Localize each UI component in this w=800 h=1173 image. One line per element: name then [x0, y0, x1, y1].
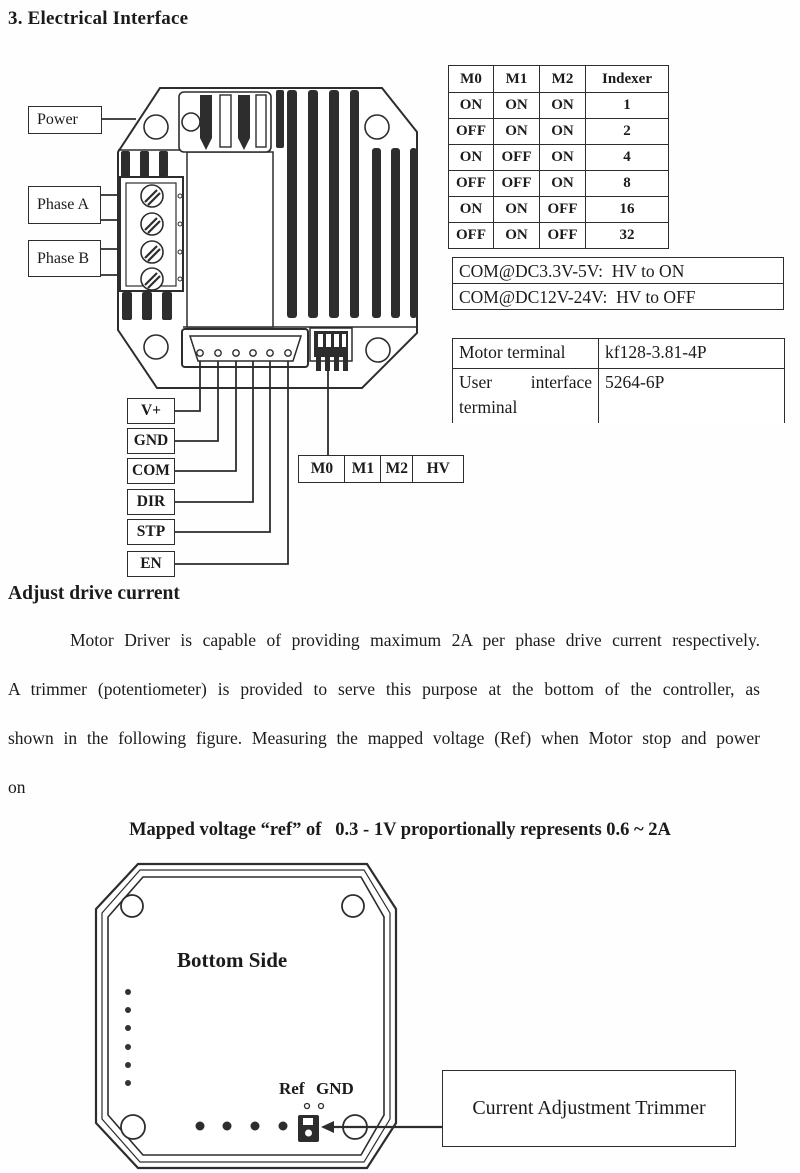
adjust-drive-current-heading: Adjust drive current [8, 583, 180, 604]
indexer-cell: ON [494, 223, 540, 249]
ref-label: Ref [279, 1079, 305, 1098]
trimmer-component [298, 1115, 319, 1142]
pin-label-gnd: GND [127, 428, 175, 454]
indexer-header: M2 [540, 66, 586, 93]
terminal-spec-cell: Motor terminal [453, 339, 599, 369]
indexer-cell: OFF [540, 197, 586, 223]
mode-pin-m0: M0 [298, 455, 346, 483]
indexer-cell: OFF [449, 119, 494, 145]
indexer-table [448, 65, 669, 249]
indexer-cell: OFF [540, 223, 586, 249]
bottom-side-label: Bottom Side [177, 948, 288, 972]
indexer-cell: ON [540, 145, 586, 171]
power-label-box: Power [28, 106, 102, 134]
power-connector [179, 92, 271, 152]
indexer-cell: 32 [586, 223, 669, 249]
mode-pin-m1: M1 [344, 455, 381, 483]
com-note-row: COM@DC12V-24V: HV to OFF [452, 283, 784, 310]
pin-label-vplus: V+ [127, 398, 175, 424]
indexer-cell: ON [494, 93, 540, 119]
phase-b-label-box: Phase B [28, 240, 101, 277]
pin-label-en: EN [127, 551, 175, 577]
terminal-spec-cell: kf128-3.81-4P [599, 339, 784, 369]
indexer-cell: 16 [586, 197, 669, 223]
mapped-voltage-heading: Mapped voltage “ref” of 0.3 - 1V proportionally represents 0.6 ~ 2A [129, 820, 671, 840]
indexer-cell: OFF [449, 171, 494, 197]
indexer-cell: ON [449, 93, 494, 119]
indexer-cell: ON [449, 197, 494, 223]
pin-label-stp: STP [127, 519, 175, 545]
gnd-label: GND [316, 1079, 354, 1098]
indexer-cell: ON [540, 119, 586, 145]
indexer-header: Indexer [586, 66, 669, 93]
pin-label-com: COM [127, 458, 175, 484]
indexer-header: M1 [494, 66, 540, 93]
indexer-row [449, 119, 669, 145]
indexer-cell: 8 [586, 171, 669, 197]
indexer-cell: 1 [586, 93, 669, 119]
pin-label-dir: DIR [127, 489, 175, 515]
terminal-spec-cell: 5264-6P [605, 372, 665, 392]
indexer-cell: 2 [586, 119, 669, 145]
page-title: 3. Electrical Interface [8, 8, 189, 29]
indexer-cell: OFF [494, 171, 540, 197]
indexer-row [449, 93, 669, 119]
indexer-cell: ON [494, 119, 540, 145]
indexer-cell: OFF [449, 223, 494, 249]
bottom-diagram [96, 864, 442, 1168]
mode-pin-row [298, 455, 464, 483]
indexer-cell: 4 [586, 145, 669, 171]
indexer-header-row [449, 66, 669, 93]
com-note-row: COM@DC3.3V-5V: HV to ON [452, 257, 784, 284]
indexer-header: M0 [449, 66, 494, 93]
mode-pin-m2: M2 [380, 455, 414, 483]
indexer-cell: ON [540, 171, 586, 197]
indexer-cell: ON [494, 197, 540, 223]
terminal-spec-cell: User interface terminal [453, 369, 599, 423]
indexer-row [449, 145, 669, 171]
trimmer-callout-box: Current Adjustment Trimmer [442, 1070, 736, 1147]
indexer-cell: ON [540, 93, 586, 119]
mode-pin-hv: HV [412, 455, 464, 483]
indexer-cell: ON [449, 145, 494, 171]
indexer-row [449, 171, 669, 197]
terminal-spec-table [452, 338, 785, 423]
phase-a-label-box: Phase A [28, 186, 101, 224]
terminal-block [120, 177, 183, 291]
indexer-row [449, 223, 669, 249]
indexer-cell: OFF [494, 145, 540, 171]
indexer-row [449, 197, 669, 223]
body-paragraph: Motor Driver is capable of providing maximum 2A per phase drive current respectively. A trimmer (potentiometer) is provided to serve this purpose at the bottom of the controller, as shown in the following figure. Measuring the mapped voltage (Ref) when Motor stop and power on [8, 630, 760, 797]
